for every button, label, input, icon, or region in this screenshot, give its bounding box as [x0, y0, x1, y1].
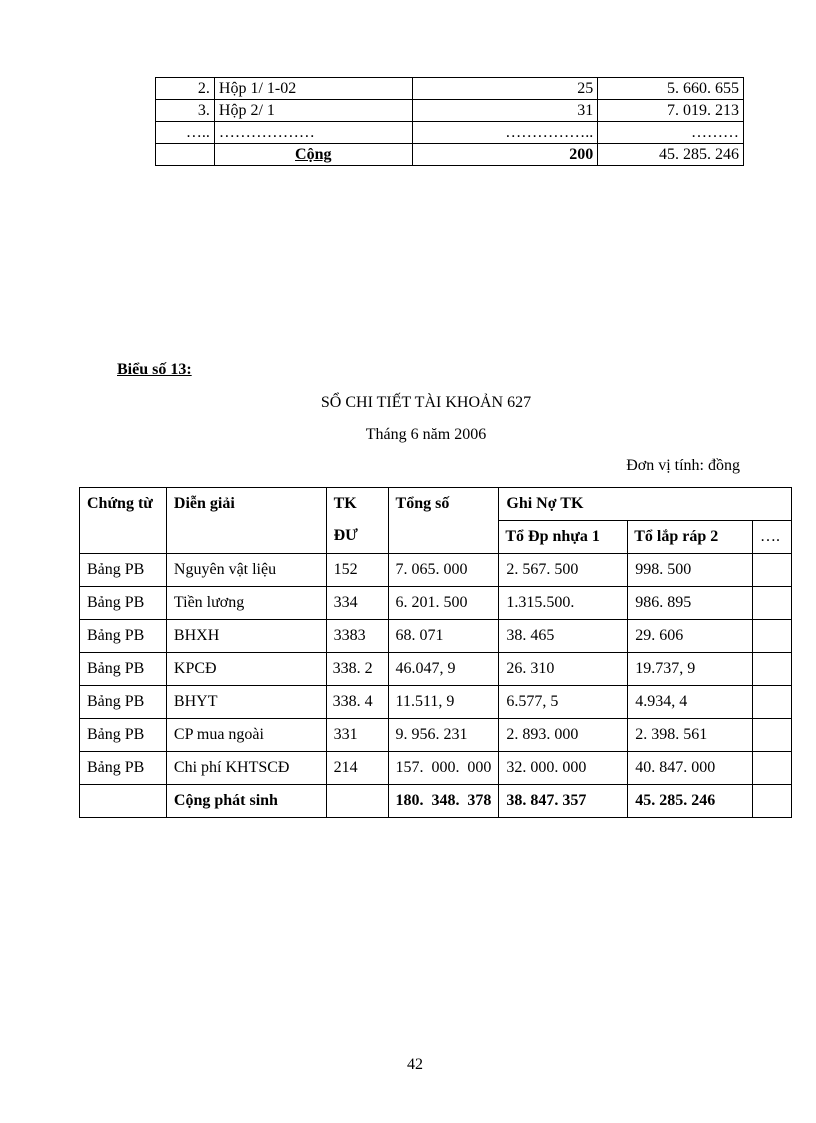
document-title: SỔ CHI TIẾT TÀI KHOẢN 627: [320, 394, 532, 411]
total-sub2: 45. 285. 246: [628, 785, 753, 818]
header-sub1: Tổ Đp nhựa 1: [499, 521, 628, 554]
cell-sub2: 29. 606: [628, 620, 753, 653]
cell-sub2: 4.934, 4: [628, 686, 753, 719]
total-label: Cộng phát sinh: [166, 785, 326, 818]
cell-doc: Bảng PB: [80, 719, 167, 752]
header-sub3: ….: [752, 521, 791, 554]
cell-total: 157. 000. 000: [388, 752, 499, 785]
table-row: [156, 78, 744, 100]
cell-sub2: 19.737, 9: [628, 653, 753, 686]
cell-total: 68. 071: [388, 620, 499, 653]
cell-sub3: [752, 686, 791, 719]
cell-desc: BHXH: [166, 620, 326, 653]
cell-account: 214: [326, 752, 388, 785]
empty-cell: [80, 785, 167, 818]
total-row: [156, 144, 744, 166]
cell-total: 9. 956. 231: [388, 719, 499, 752]
cell-doc: Bảng PB: [80, 554, 167, 587]
cell-account: 152: [326, 554, 388, 587]
table-row: [80, 719, 792, 752]
cell-sub1: 6.577, 5: [499, 686, 628, 719]
cell-desc: Chi phí KHTSCĐ: [166, 752, 326, 785]
cell-sub3: [752, 620, 791, 653]
item-quantity: 31: [412, 100, 598, 122]
page-number: 42: [407, 1056, 423, 1073]
cell-sub2: 2. 398. 561: [628, 719, 753, 752]
row-number: …..: [156, 122, 215, 144]
item-name: Hộp 2/ 1: [214, 100, 412, 122]
document-subtitle: Tháng 6 năm 2006: [365, 426, 487, 443]
cell-total: 7. 065. 000: [388, 554, 499, 587]
cell-desc: KPCĐ: [166, 653, 326, 686]
item-amount: 7. 019. 213: [598, 100, 744, 122]
cell-account: 334: [326, 587, 388, 620]
cell-sub3: [752, 587, 791, 620]
cell-doc: Bảng PB: [80, 620, 167, 653]
cell-sub3: [752, 653, 791, 686]
cell-desc: Nguyên vật liệu: [166, 554, 326, 587]
table-row: [80, 554, 792, 587]
cell-sub1: 26. 310: [499, 653, 628, 686]
empty-cell: [156, 144, 215, 166]
cell-account: 338. 2: [326, 653, 388, 686]
cell-desc: BHYT: [166, 686, 326, 719]
cell-doc: Bảng PB: [80, 752, 167, 785]
header-doc: Chứng từ: [80, 488, 167, 554]
total-sum: 180. 348. 378: [388, 785, 499, 818]
continued-table: [155, 77, 744, 166]
header-debit: Ghi Nợ TK: [499, 488, 792, 521]
cell-desc: CP mua ngoài: [166, 719, 326, 752]
item-amount: ………: [598, 122, 744, 144]
cell-account: 338. 4: [326, 686, 388, 719]
cell-sub1: 1.315.500.: [499, 587, 628, 620]
table-row: [80, 653, 792, 686]
header-account: TK ĐƯ: [326, 488, 388, 554]
total-sub1: 38. 847. 357: [499, 785, 628, 818]
cell-account: 3383: [326, 620, 388, 653]
item-quantity: ……………..: [412, 122, 598, 144]
table-row: [80, 752, 792, 785]
cell-sub2: 986. 895: [628, 587, 753, 620]
total-label: Cộng: [214, 144, 412, 166]
row-number: 2.: [156, 78, 215, 100]
cell-sub3: [752, 719, 791, 752]
cell-sub1: 2. 567. 500: [499, 554, 628, 587]
cell-sub3: [752, 752, 791, 785]
cell-sub2: 40. 847. 000: [628, 752, 753, 785]
item-name: ………………: [214, 122, 412, 144]
item-amount: 5. 660. 655: [598, 78, 744, 100]
total-amount: 45. 285. 246: [598, 144, 744, 166]
table-row: [156, 122, 744, 144]
item-quantity: 25: [412, 78, 598, 100]
item-name: Hộp 1/ 1-02: [214, 78, 412, 100]
total-quantity: 200: [412, 144, 598, 166]
cell-total: 6. 201. 500: [388, 587, 499, 620]
table-row: [80, 686, 792, 719]
section-label: Biểu số 13:: [117, 361, 192, 378]
table-row: [80, 587, 792, 620]
header-total: Tổng số: [388, 488, 499, 554]
ledger-table: [79, 487, 792, 818]
cell-sub2: 998. 500: [628, 554, 753, 587]
header-row: [80, 488, 792, 521]
cell-doc: Bảng PB: [80, 587, 167, 620]
header-desc: Diễn giải: [166, 488, 326, 554]
cell-sub3: [752, 554, 791, 587]
total-row: [80, 785, 792, 818]
row-number: 3.: [156, 100, 215, 122]
cell-total: 11.511, 9: [388, 686, 499, 719]
table-row: [156, 100, 744, 122]
cell-sub1: 38. 465: [499, 620, 628, 653]
table-row: [80, 620, 792, 653]
header-sub2: Tổ lắp ráp 2: [628, 521, 753, 554]
unit-note: Đơn vị tính: đồng: [626, 457, 740, 474]
cell-total: 46.047, 9: [388, 653, 499, 686]
cell-sub1: 2. 893. 000: [499, 719, 628, 752]
cell-sub1: 32. 000. 000: [499, 752, 628, 785]
cell-desc: Tiền lương: [166, 587, 326, 620]
empty-cell: [752, 785, 791, 818]
cell-doc: Bảng PB: [80, 653, 167, 686]
cell-doc: Bảng PB: [80, 686, 167, 719]
empty-cell: [326, 785, 388, 818]
cell-account: 331: [326, 719, 388, 752]
